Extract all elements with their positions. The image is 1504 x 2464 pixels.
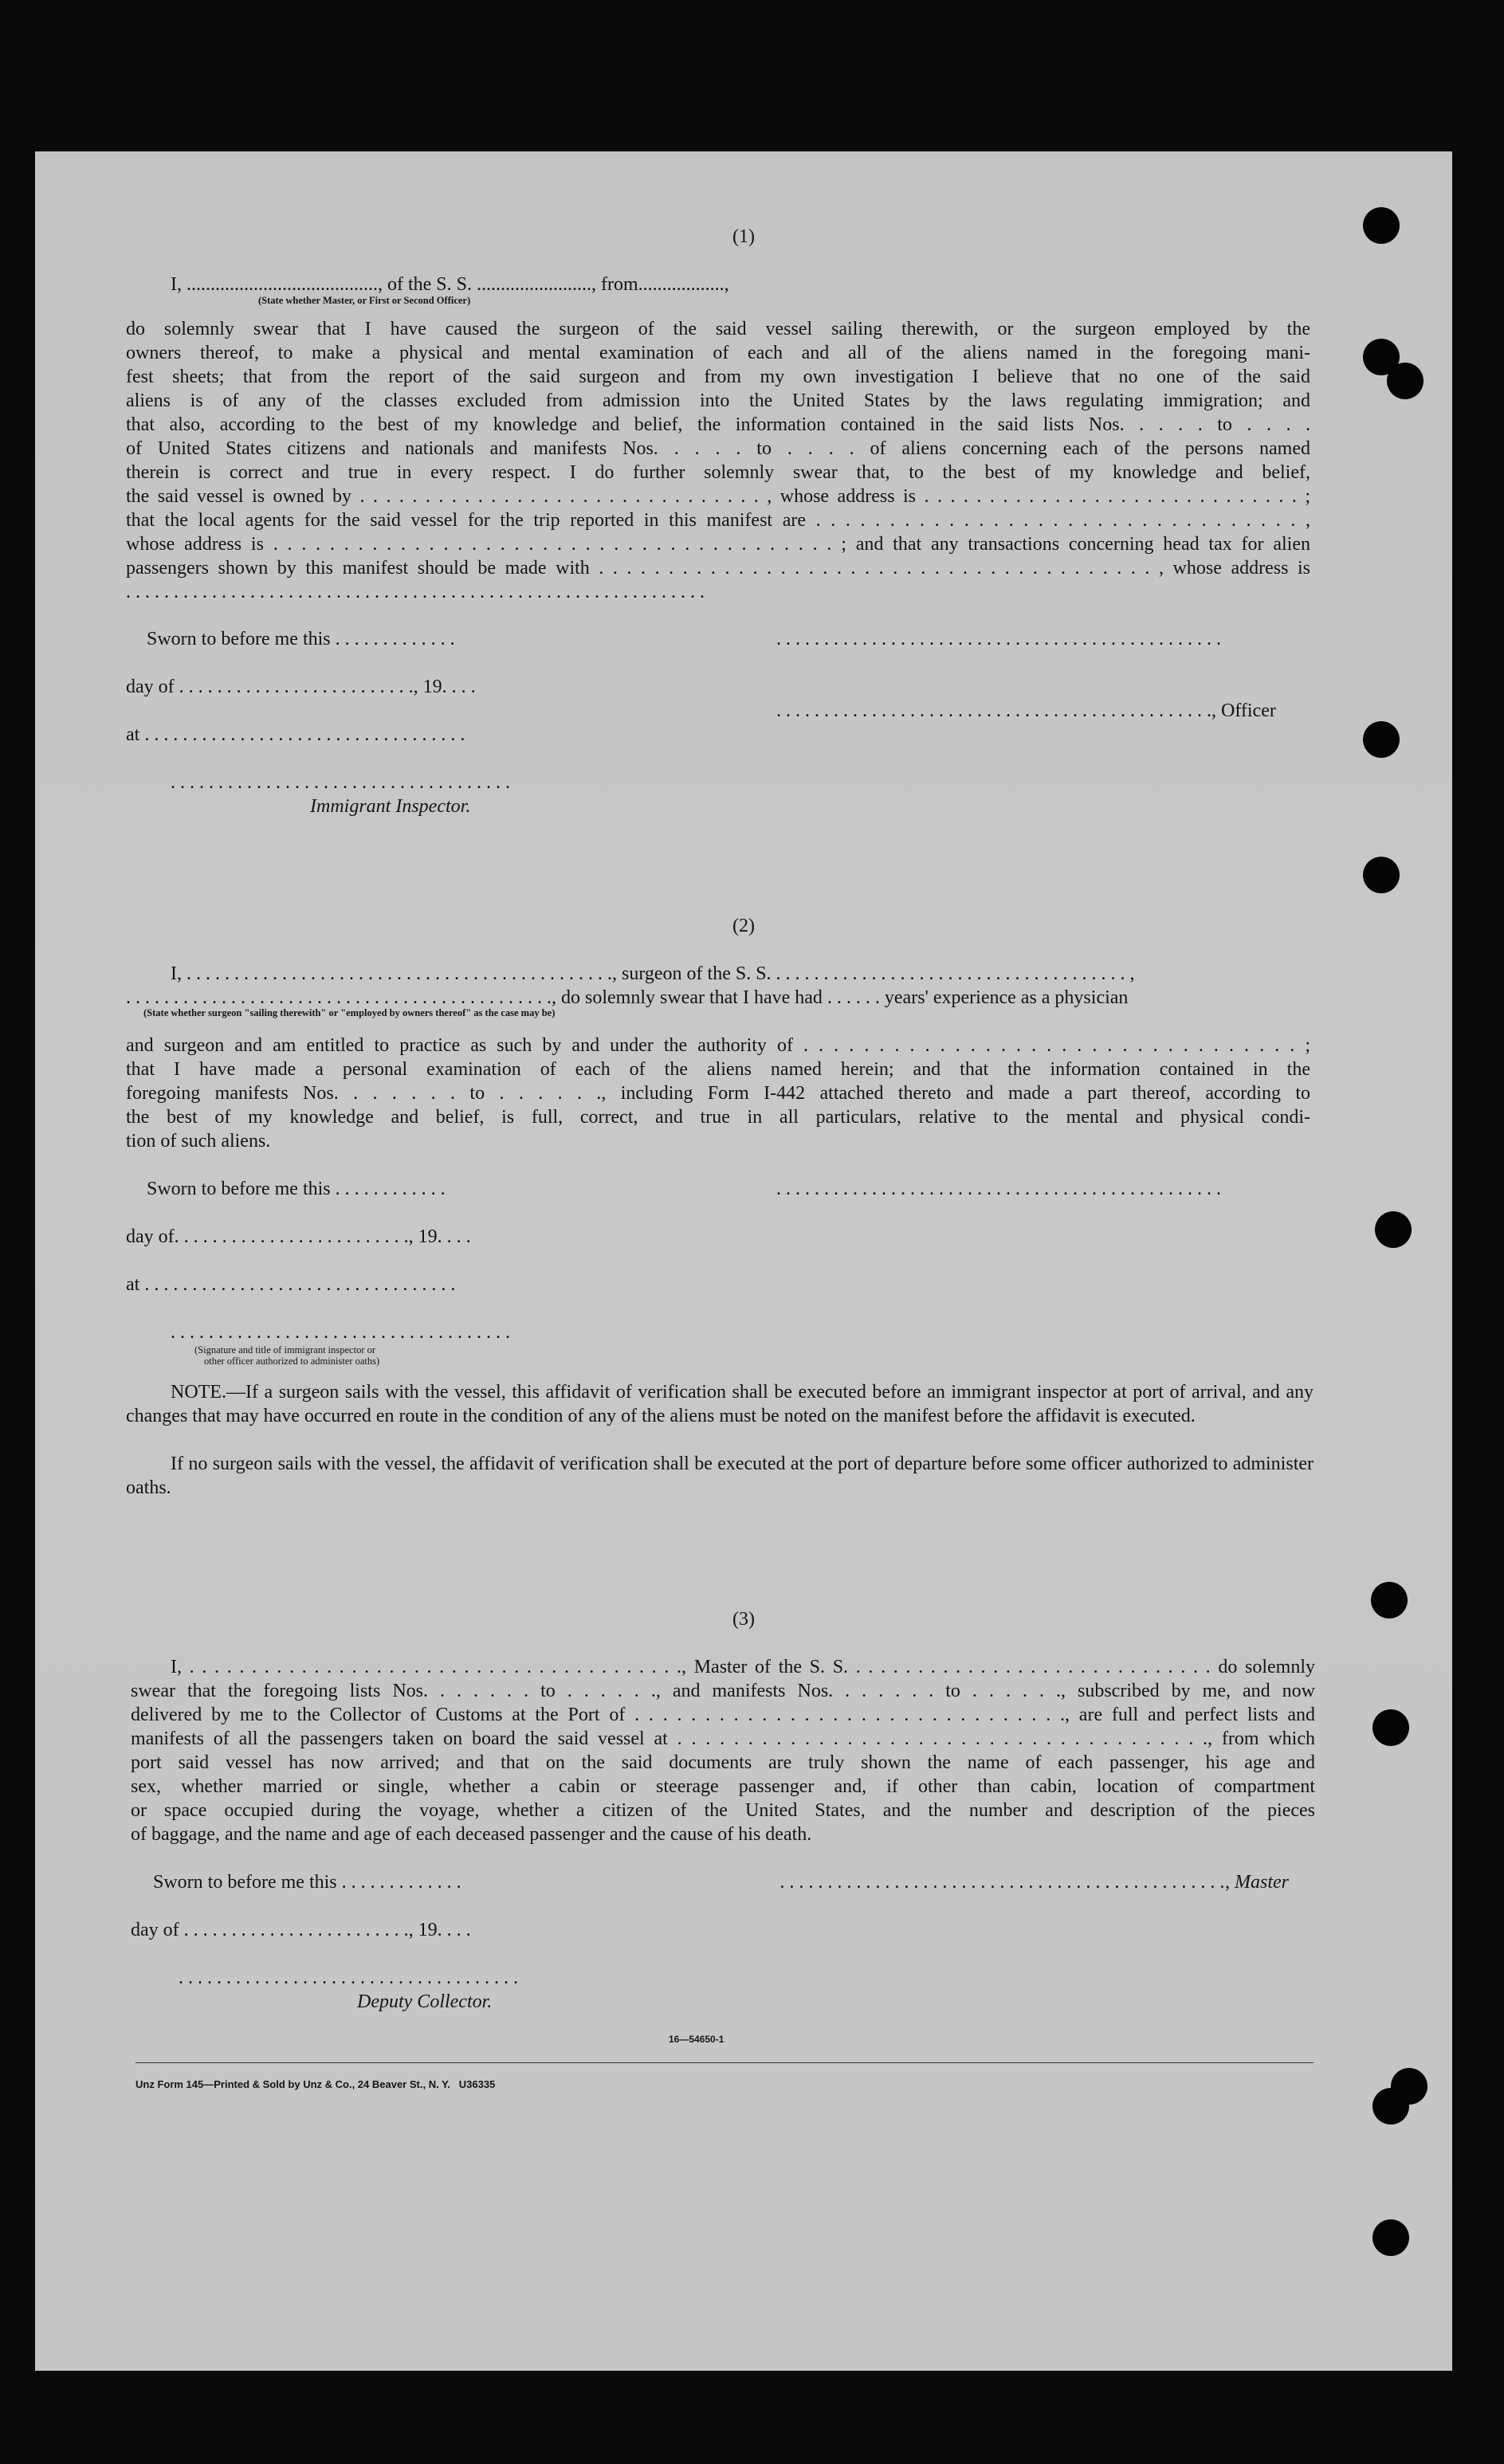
binder-hole [1363, 721, 1400, 758]
text-line: fest sheets; that from the report of the said surgeon and from my own investigation I believe that no one of the said [126, 367, 1310, 387]
sworn-line: Sworn to before me this . . . . . . . . . . . . . [147, 629, 455, 649]
signature-caption: other officer authorized to administer oaths) [204, 1356, 380, 1367]
affidavit-body [126, 1034, 1310, 1153]
text-line: therein is correct and true in every respect. I do further solemnly swear that, to the best of my knowledge and belief, [126, 462, 1310, 483]
text-line: owners thereof, to make a physical and mental examination of each and all of the aliens named in the foregoing mani- [126, 343, 1310, 363]
text-line: I, . . . . . . . . . . . . . . . . . . . . . . . . . . . . . . . . . . . . . . . ., Master of the S. S. . . . . . . . . . . . . . . . . . . . . . . . . . . . . . do solemnly [171, 1657, 1315, 1677]
text-line: of United States citizens and nationals and manifests Nos. . . . . to . . . . of aliens concerning each of the persons named [126, 438, 1310, 459]
signature-line: . . . . . . . . . . . . . . . . . . . . . . . . . . . . . . . . . . . . . . . . . . . . . . . [776, 629, 1221, 649]
binder-hole [1372, 1709, 1409, 1746]
day-line: day of . . . . . . . . . . . . . . . . . . . . . . . ., 19. . . . [131, 1920, 471, 1940]
text-line: the said vessel is owned by . . . . . . . . . . . . . . . . . . . . . . . . . . . . . . . , whose address is . . . . . . . . . . . . . . . . . . . . . . . . . . . . . ; [126, 486, 1310, 507]
inspector-title: Immigrant Inspector. [310, 796, 471, 817]
text-line: or space occupied during the voyage, whether a citizen of the United States, and the number and description of the pieces [131, 1800, 1315, 1821]
field-caption: (State whether Master, or First or Second Officer) [258, 295, 471, 306]
collector-signature-line: . . . . . . . . . . . . . . . . . . . . . . . . . . . . . . . . . . . . [179, 1968, 518, 1988]
text-line: and surgeon and am entitled to practice as such by and under the authority of . . . . . . . . . . . . . . . . . . . . . . . . . . . . . . . . . ; [126, 1035, 1310, 1056]
day-line: day of. . . . . . . . . . . . . . . . . . . . . . . . ., 19. . . . [126, 1226, 471, 1247]
inspector-signature-line: . . . . . . . . . . . . . . . . . . . . . . . . . . . . . . . . . . . . [171, 772, 510, 793]
section-number: (1) [732, 226, 755, 247]
at-line: at . . . . . . . . . . . . . . . . . . . . . . . . . . . . . . . . . . [126, 724, 465, 745]
note-text: If no surgeon sails with the vessel, the affidavit of verification shall be executed at the port of departure before some officer authorized to administer oaths. [126, 1454, 1314, 1498]
binder-hole [1363, 857, 1400, 893]
text-line: swear that the foregoing lists Nos. . . . . . . to . . . . . ., and manifests Nos. . . . . . . to . . . . . ., subscribed by me, and now [131, 1681, 1315, 1701]
section-number: (3) [732, 1609, 755, 1630]
affidavit-body [131, 1655, 1315, 1846]
text-line: tion of such aliens. [126, 1131, 271, 1152]
master-signature-line: . . . . . . . . . . . . . . . . . . . . . . . . . . . . . . . . . . . . . . . . . . . . . . ., Master [780, 1872, 1289, 1893]
officer-line: . . . . . . . . . . . . . . . . . . . . . . . . . . . . . . . . . . . . . . . . . . . . . ., Officer [776, 700, 1276, 721]
note-paragraph [126, 1452, 1314, 1500]
text-line: aliens is of any of the classes excluded from admission into the United States by the laws regulating immigration; and [126, 390, 1310, 411]
document-sheet [35, 151, 1452, 2371]
text-line: that I have made a personal examination of each of the aliens named herein; and that the information contained in the [126, 1059, 1310, 1080]
text-line: foregoing manifests Nos. . . . . . . to . . . . . ., including Form I-442 attached thereto and made a part thereof, according to [126, 1083, 1310, 1104]
binder-hole [1387, 363, 1423, 399]
field-caption: (State whether surgeon "sailing therewith" or "employed by owners thereof" as the case may be) [143, 1007, 556, 1018]
declaration-line: . . . . . . . . . . . . . . . . . . . . . . . . . . . . . . . . . . . . . . . . . . . . ., do solemnly swear that I have had . . . . . . years' experience as a physician [126, 987, 1129, 1008]
sworn-line: Sworn to before me this . . . . . . . . . . . . . [153, 1872, 461, 1893]
binder-hole [1371, 1582, 1408, 1618]
text-line: that the local agents for the said vessel for the trip reported in this manifest are . . . . . . . . . . . . . . . . . . . . . . . . . . . . . . . . . , [126, 510, 1310, 531]
binder-hole [1372, 2219, 1409, 2256]
declaration-line: I, ........................................, of the S. S. ........................, from.................., [171, 274, 729, 295]
sworn-line: Sworn to before me this . . . . . . . . . . . . [147, 1179, 446, 1199]
text-line: . . . . . . . . . . . . . . . . . . . . . . . . . . . . . . . . . . . . . . . . . . . . . . . . . . . . . . . . . . . . . [126, 582, 705, 602]
note-paragraph [126, 1380, 1314, 1428]
text-line: port said vessel has now arrived; and that on the said documents are truly shown the name of each passenger, his age and [131, 1752, 1315, 1773]
text-line: do solemnly swear that I have caused the surgeon of the said vessel sailing therewith, or the surgeon employed by the [126, 319, 1310, 339]
note-label: NOTE. [171, 1382, 226, 1403]
affidavit-body [126, 317, 1310, 604]
day-line: day of . . . . . . . . . . . . . . . . . . . . . . . . ., 19. . . . [126, 677, 476, 697]
text-line: delivered by me to the Collector of Customs at the Port of . . . . . . . . . . . . . . . . . . . . . . . . . . . . . . ., are full and perfect lists and [131, 1705, 1315, 1725]
text-line: manifests of all the passengers taken on board the said vessel at . . . . . . . . . . . . . . . . . . . . . . . . . . . . . . . . . . . . . ., from which [131, 1728, 1315, 1749]
text-line: whose address is . . . . . . . . . . . . . . . . . . . . . . . . . . . . . . . . . . . . . . . . ; and that any transactions concerning head tax for alien [126, 534, 1310, 555]
printer-footer: Unz Form 145—Printed & Sold by Unz & Co., 24 Beaver St., N. Y. U36335 [135, 2078, 496, 2090]
at-line: at . . . . . . . . . . . . . . . . . . . . . . . . . . . . . . . . . [126, 1274, 456, 1295]
binder-hole [1375, 1211, 1412, 1248]
text-line: the best of my knowledge and belief, is full, correct, and true in all particulars, relative to the mental and physical condi- [126, 1107, 1310, 1128]
form-number: 16—54650-1 [669, 2034, 725, 2045]
text-line: sex, whether married or single, whether a cabin or steerage passenger and, if other than cabin, location of compartment [131, 1776, 1315, 1797]
inspector-signature-line: . . . . . . . . . . . . . . . . . . . . . . . . . . . . . . . . . . . . [171, 1322, 510, 1343]
collector-title: Deputy Collector. [357, 1991, 493, 2012]
text-line: that also, according to the best of my knowledge and belief, the information contained in the said lists Nos. . . . . to . . . . [126, 414, 1310, 435]
binder-hole [1391, 2068, 1427, 2105]
text-line: passengers shown by this manifest should be made with . . . . . . . . . . . . . . . . . . . . . . . . . . . . . . . . . . . . . . . . , whose address is [126, 558, 1310, 579]
text-line: of baggage, and the name and age of each deceased passenger and the cause of his death. [131, 1824, 812, 1845]
declaration-line: I, . . . . . . . . . . . . . . . . . . . . . . . . . . . . . . . . . . . . . . . . . . . . ., surgeon of the S. S. . . . . . . . . . . . . . . . . . . . . . . . . . . . . . . . . . . . . . , [171, 963, 1135, 984]
signature-line: . . . . . . . . . . . . . . . . . . . . . . . . . . . . . . . . . . . . . . . . . . . . . . . [776, 1179, 1221, 1199]
section-number: (2) [732, 916, 755, 936]
binder-hole [1363, 207, 1400, 244]
footer-rule [135, 2062, 1314, 2063]
note-text: —If a surgeon sails with the vessel, this affidavit of verification shall be executed before an immigrant inspector at port of arrival, and any changes that may have occurred en route in the condition of any of the aliens must be noted on the manifest before the affidavit is executed. [126, 1382, 1314, 1426]
signature-caption: (Signature and title of immigrant inspector or [194, 1344, 376, 1356]
